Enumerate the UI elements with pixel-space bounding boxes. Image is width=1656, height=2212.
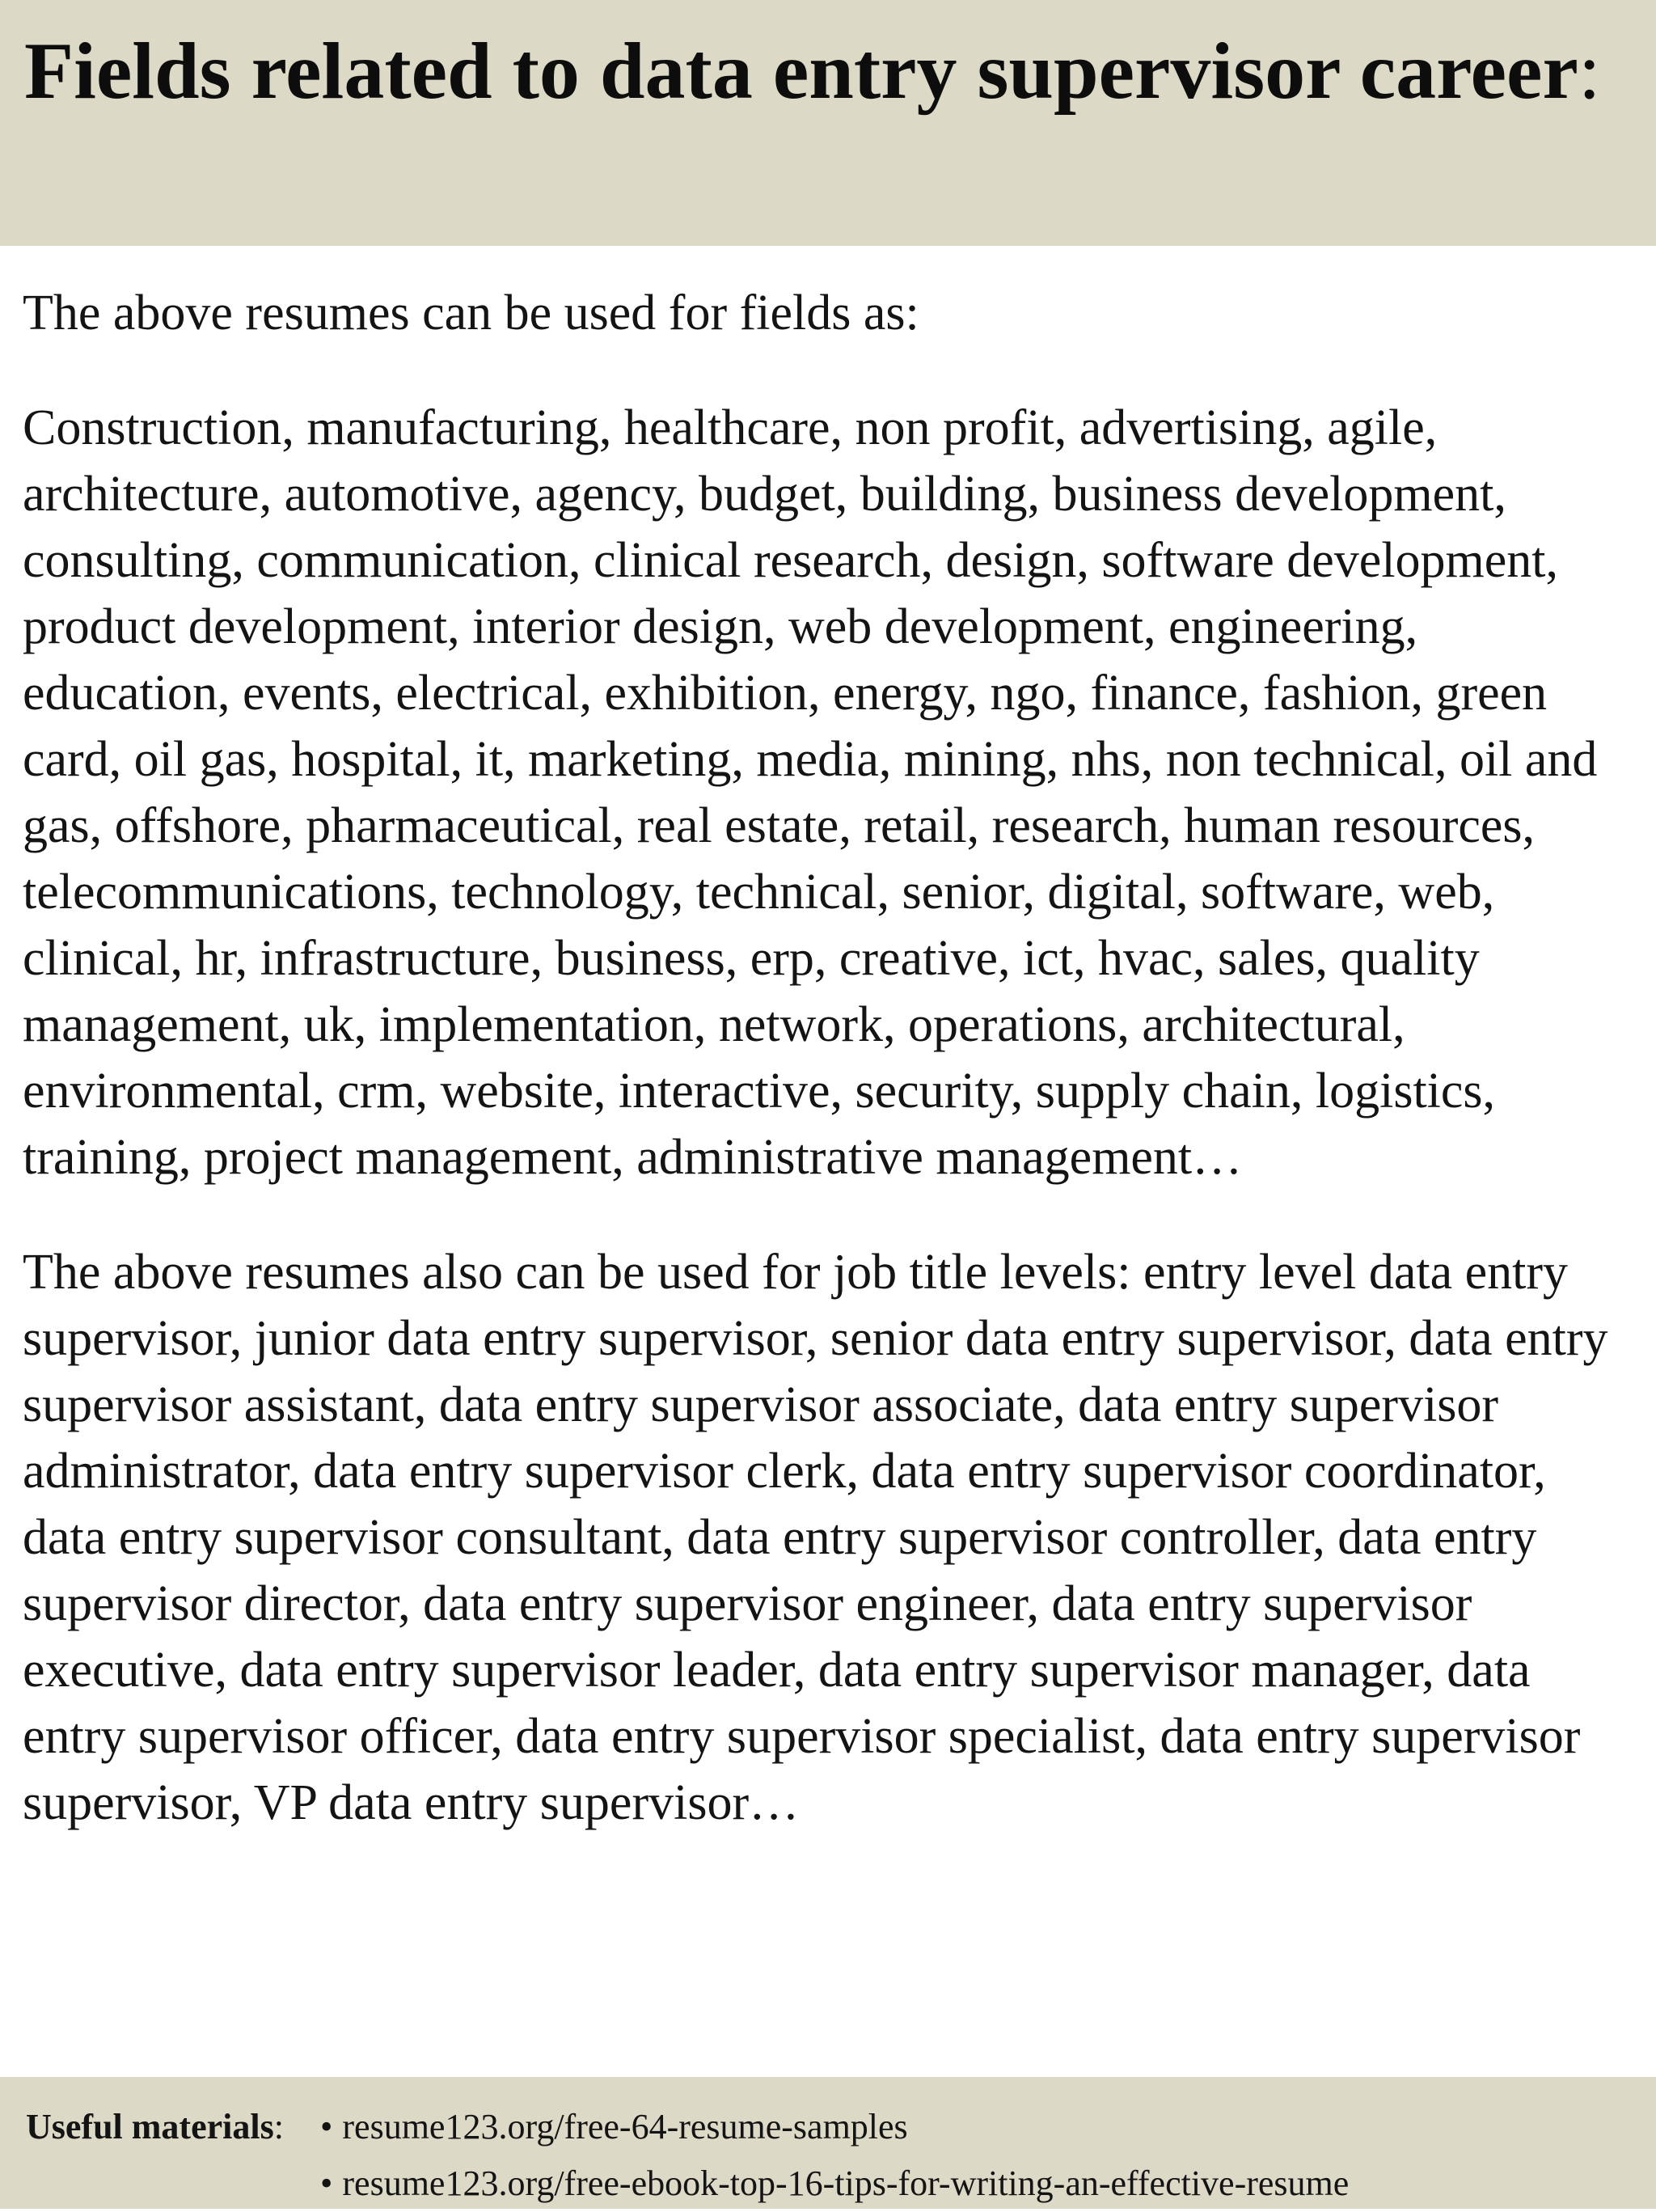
main-content (23, 280, 1632, 1836)
page-title-colon: : (1578, 26, 1601, 116)
job-levels-paragraph: The above resumes also can be used for job title levels: entry level data entry supervisor, junior data entry supervisor, senior data entry supervisor, data entry supervisor assistant, data entry supervisor associate, data entry supervisor administrator, data entry supervisor clerk, data entry supervisor coordinator, data entry supervisor consultant, data entry supervisor controller, data entry supervisor director, data entry supervisor engineer, data entry supervisor executive, data entry supervisor leader, data entry supervisor manager, data entry supervisor officer, data entry supervisor specialist, data entry supervisor supervisor, VP data entry supervisor… (23, 1245, 1608, 1830)
resume-samples-link[interactable]: resume123.org/free-64-resume-samples (342, 2107, 908, 2146)
header-banner (0, 0, 1656, 246)
useful-materials-label-text: Useful materials (26, 2107, 274, 2146)
ebook-tips-link[interactable]: resume123.org/free-ebook-top-16-tips-for-writing-an-effective-resume (342, 2163, 1350, 2203)
useful-materials-label (26, 2099, 320, 2212)
list-item (320, 2099, 1349, 2155)
list-item (320, 2155, 1349, 2212)
bullet-icon: • (320, 2107, 333, 2146)
fields-paragraph: Construction, manufacturing, healthcare, non profit, advertising, agile, architecture, automotive, agency, budget, building, business development, consulting, communication, clinical research, design, software development, product development, interior design, web development, engineering, education, events, electrical, exhibition, energy, ngo, finance, fashion, green card, oil gas, hospital, it, marketing, media, mining, nhs, non technical, oil and gas, offshore, pharmaceutical, real estate, retail, research, human resources, telecommunications, technology, technical, senior, digital, software, web, clinical, hr, infrastructure, business, erp, creative, ict, hvac, sales, quality management, uk, implementation, network, operations, architectural, environmental, crm, website, interactive, security, supply chain, logistics, training, project management, administrative management… (23, 400, 1598, 1185)
page-title-text: Fields related to data entry supervisor career (24, 26, 1578, 116)
useful-materials-label-colon: : (273, 2107, 284, 2146)
footer-banner (0, 2077, 1656, 2209)
useful-materials (26, 2099, 1656, 2212)
useful-materials-list (320, 2099, 1349, 2212)
page-title (24, 21, 1633, 121)
bullet-icon: • (320, 2163, 333, 2203)
intro-paragraph: The above resumes can be used for fields as: (23, 285, 919, 340)
